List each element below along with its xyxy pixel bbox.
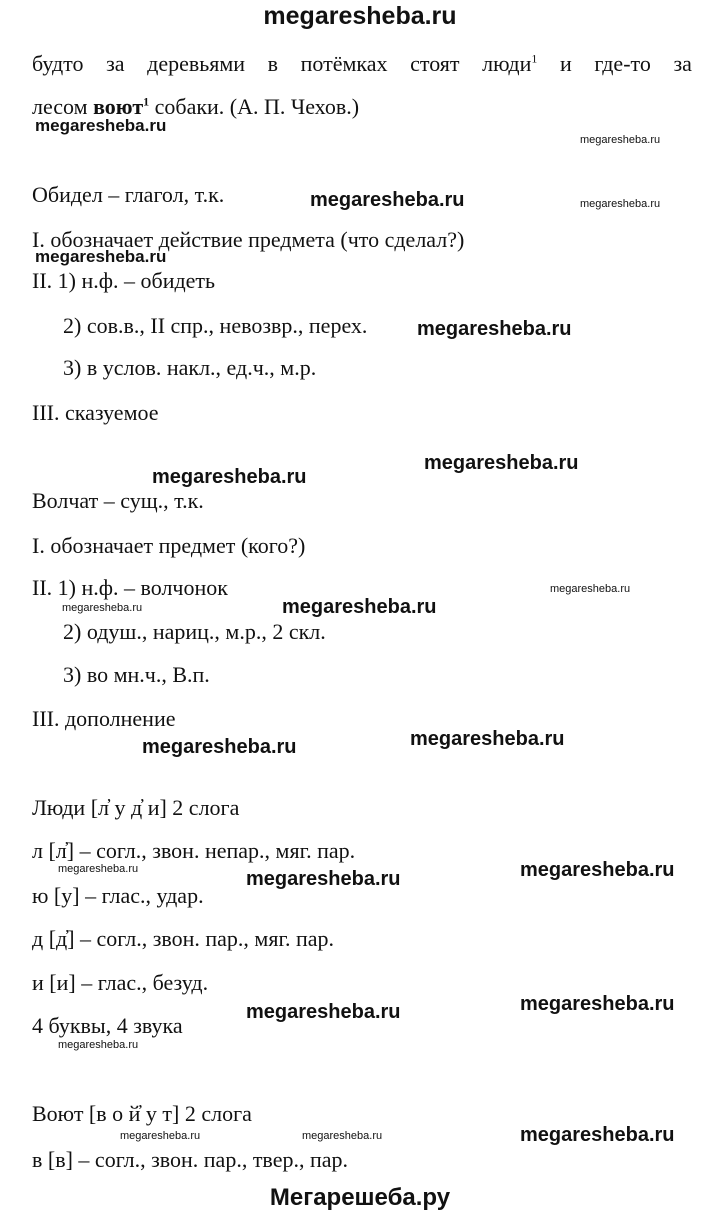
watermark: megaresheba.ru (520, 1124, 675, 1146)
watermark: megaresheba.ru (58, 1039, 139, 1051)
phonetic-line: и [и] – глас., безуд. (32, 970, 209, 995)
verb-title: Обидел – глагол, т.к. (32, 182, 225, 207)
phonetic-line: в [в] – согл., звон. пар., твер., пар. (32, 1147, 348, 1172)
quote-word: люди (482, 51, 532, 76)
watermark: megaresheba.ru (35, 116, 167, 135)
noun-point-3: 2) одуш., нариц., м.р., 2 скл. (63, 619, 326, 644)
quote-word: за (673, 51, 692, 76)
footnote-mark-bold: 1 (143, 94, 150, 109)
quote-line-1 (32, 51, 692, 77)
verb-point-1: I. обозначает действие предмета (что сделал?) (32, 227, 465, 252)
quote-word: в (267, 51, 279, 76)
quote-word-people (482, 51, 537, 77)
watermark: megaresheba.ru (120, 1130, 201, 1142)
watermark: megaresheba.ru (142, 736, 297, 758)
phonetic-title-2: Воют [в о й̓ у т] 2 слога (32, 1101, 252, 1126)
quote-word: потёмках (300, 51, 388, 76)
footer-site-title: Мегарешеба.ру (269, 1184, 451, 1211)
verb-point-2: II. 1) н.ф. – обидеть (32, 268, 216, 293)
phonetic-summary: 4 буквы, 4 звука (32, 1013, 183, 1038)
watermark: megaresheba.ru (424, 452, 579, 474)
verb-point-5: III. сказуемое (32, 400, 159, 425)
watermark: megaresheba.ru (302, 1130, 383, 1142)
quote-rest: собаки. (А. П. Чехов.) (154, 94, 360, 119)
quote-word: за (106, 51, 125, 76)
quote-word: деревьями (147, 51, 246, 76)
header-site-title: megaresheba.ru (263, 2, 457, 30)
watermark: megaresheba.ru (417, 318, 572, 340)
footnote-mark: 1 (531, 51, 538, 66)
watermark: megaresheba.ru (152, 466, 307, 488)
quote-word: стоят (410, 51, 460, 76)
noun-point-2: II. 1) н.ф. – волчонок (32, 575, 228, 600)
watermark: megaresheba.ru (410, 728, 565, 750)
watermark: megaresheba.ru (246, 868, 401, 890)
quote-word: где-то (594, 51, 651, 76)
quote-word: и (559, 51, 572, 76)
phonetic-line: д [д̓] – согл., звон. пар., мяг. пар. (32, 926, 335, 951)
watermark: megaresheba.ru (35, 247, 167, 266)
quote-word-bold: воют (93, 94, 144, 119)
phonetic-line: л [л̓] – согл., звон. непар., мяг. пар. (32, 838, 356, 863)
watermark: megaresheba.ru (520, 993, 675, 1015)
watermark: megaresheba.ru (58, 863, 139, 875)
noun-title: Волчат – сущ., т.к. (32, 488, 204, 513)
verb-point-3: 2) сов.в., II спр., невозвр., перех. (63, 313, 368, 338)
quote-word: лесом (32, 94, 88, 119)
watermark: megaresheba.ru (580, 198, 661, 210)
watermark: megaresheba.ru (550, 583, 631, 595)
watermark: megaresheba.ru (580, 134, 661, 146)
noun-point-1: I. обозначает предмет (кого?) (32, 533, 306, 558)
quote-word: будто (32, 51, 84, 76)
watermark: megaresheba.ru (246, 1001, 401, 1023)
watermark: megaresheba.ru (282, 596, 437, 618)
phonetic-title-1: Люди [л̓ у д̓ и] 2 слога (32, 795, 240, 820)
watermark: megaresheba.ru (310, 189, 465, 211)
noun-point-5: III. дополнение (32, 706, 176, 731)
noun-point-4: 3) во мн.ч., В.п. (63, 662, 210, 687)
watermark: megaresheba.ru (62, 602, 143, 614)
footnote-mark (143, 95, 149, 109)
phonetic-line: ю [у] – глас., удар. (32, 883, 204, 908)
verb-point-4: 3) в услов. накл., ед.ч., м.р. (63, 355, 317, 380)
watermark: megaresheba.ru (520, 859, 675, 881)
